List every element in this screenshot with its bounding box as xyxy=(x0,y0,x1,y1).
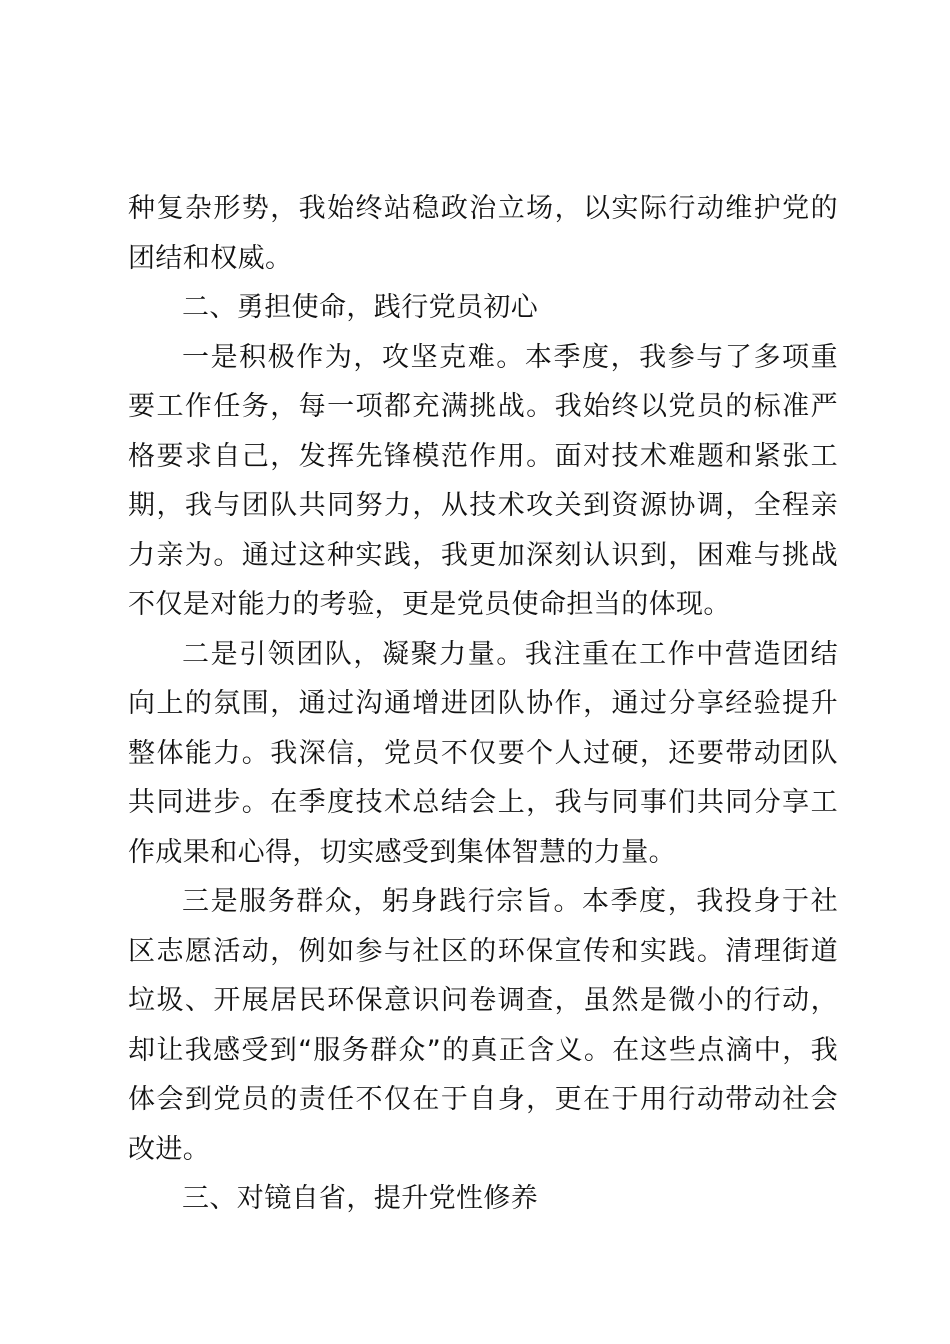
document-body xyxy=(128,184,838,1224)
section-heading-3: 三、对镜自省，提升党性修养 xyxy=(182,1183,539,1214)
paragraph-continuation: 种复杂形势，我始终站稳政治立场，以实际行动维护党的团结和权威。 xyxy=(128,193,838,274)
paragraph-3: 三是服务群众，躬身践行宗旨。本季度，我投身于社区志愿活动，例如参与社区的环保宣传和实践。清理街道垃圾、开展居民环保意识问卷调查，虽然是微小的行动，却让我感受到“服务群众”的真正含义。在这些点滴中，我体会到党员的责任不仅在于自身，更在于用行动带动社会改进。 xyxy=(128,886,838,1165)
section-heading-2: 二、勇担使命，践行党员初心 xyxy=(182,292,539,323)
paragraph-2: 二是引领团队，凝聚力量。我注重在工作中营造团结向上的氛围，通过沟通增进团队协作，通过分享经验提升整体能力。我深信，党员不仅要个人过硬，还要带动团队共同进步。在季度技术总结会上，我与同事们共同分享工作成果和心得，切实感受到集体智慧的力量。 xyxy=(128,638,838,868)
paragraph-1: 一是积极作为，攻坚克难。本季度，我参与了多项重要工作任务，每一项都充满挑战。我始终以党员的标准严格要求自己，发挥先锋模范作用。面对技术难题和紧张工期，我与团队共同努力，从技术攻关到资源协调，全程亲力亲为。通过这种实践，我更加深刻认识到，困难与挑战不仅是对能力的考验，更是党员使命担当的体现。 xyxy=(128,341,838,620)
